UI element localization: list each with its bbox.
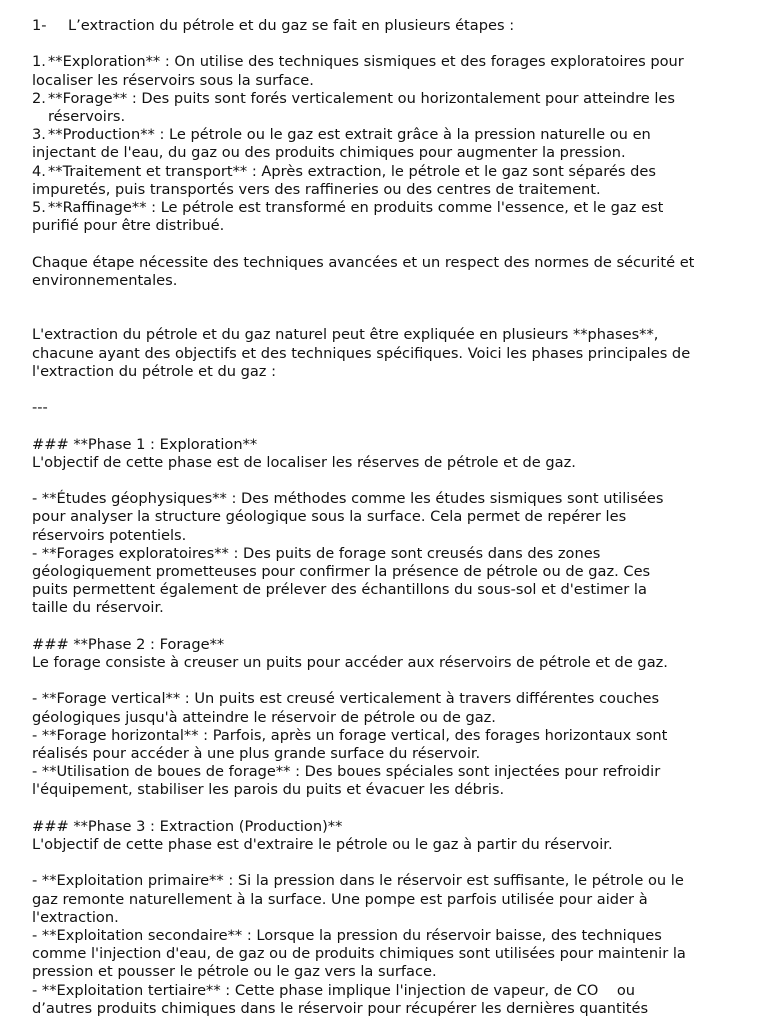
separator: --- bbox=[32, 399, 48, 417]
step-continuation: impuretés, puis transportés vers des raffineries ou des centres de traitement. bbox=[32, 180, 601, 198]
title-number: 1- bbox=[32, 17, 47, 34]
phase-2-heading: ### **Phase 2 : Forage** bbox=[32, 635, 225, 653]
step-continuation: localiser les réservoirs sous la surface. bbox=[32, 71, 314, 89]
step-item: 1. **Exploration** : On utilise des techniques sismiques et des forages exploratoires pour bbox=[32, 53, 684, 71]
phase-2-section: ### **Phase 2 : Forage** Le forage consiste à creuser un puits pour accéder aux réservoirs de pétrole et de gaz. - **Forage vertical** : Un puits est creusé verticalement à travers différentes couches géologiques jusqu'à atteindre le réservoir de pétrole ou de gaz. - **Forage horizontal** : Parfois, après un forage vertical, des forages horizontaux sont réalisés pour accéder à une plus grande surface du réservoir. - **Utilisation de boues de forage** : Des boues spéciales sont injectées pour refroidir l'équipement, stabiliser les parois du puits et évacuer les débris. bbox=[32, 636, 736, 800]
document-title bbox=[32, 17, 736, 35]
phases-intro-paragraph: L'extraction du pétrole et du gaz naturel peut être expliquée en plusieurs **phases**, chacune ayant des objectifs et des techniques spécifiques. Voici les phases principales de l'extraction du pétrole et du gaz : bbox=[32, 326, 691, 380]
phase-1-intro: L'objectif de cette phase est de localiser les réserves de pétrole et de gaz. bbox=[32, 453, 576, 471]
phase-1-heading: ### **Phase 1 : Exploration** bbox=[32, 435, 258, 453]
steps-list bbox=[32, 53, 736, 235]
title-text: L’extraction du pétrole et du gaz se fait en plusieurs étapes : bbox=[68, 17, 515, 34]
phase-1-section: ### **Phase 1 : Exploration** L'objectif de cette phase est de localiser les réserves de pétrole et de gaz. - **Études géophysiques** : Des méthodes comme les études sismiques sont utilisées pour analyser la structure géologique sous la surface. Cela permet de repérer les réservoirs potentiels. - **Forages exploratoires** : Des puits de forage sont creusés dans des zones géologiquement prometteuses pour confirmer la présence de pétrole ou de gaz. Ces puits permettent également de prélever des échantillons du sous-sol et d'estimer la taille du réservoir. bbox=[32, 436, 736, 618]
step-continuation: injectant de l'eau, du gaz ou des produits chimiques pour augmenter la pression. bbox=[32, 144, 626, 162]
step-item: 2. **Forage** : Des puits sont forés verticalement ou horizontalement pour atteindre les bbox=[32, 89, 676, 107]
step-continuation: réservoirs. bbox=[48, 108, 126, 125]
phase-3-intro: L'objectif de cette phase est d'extraire le pétrole ou le gaz à partir du réservoir. bbox=[32, 836, 613, 853]
summary-paragraph: Chaque étape nécessite des techniques avancées et un respect des normes de sécurité et environnementales. bbox=[32, 253, 695, 289]
phase-2-intro: Le forage consiste à creuser un puits pour accéder aux réservoirs de pétrole et de gaz. bbox=[32, 654, 668, 671]
step-continuation: purifié pour être distribué. bbox=[32, 217, 225, 235]
phase-3-section: ### **Phase 3 : Extraction (Production)** L'objectif de cette phase est d'extraire le pétrole ou le gaz à partir du réservoir. - **Exploitation primaire** : Si la pression dans le réservoir est suffisante, le pétrole ou le gaz remonte naturellement à la surface. Une pompe est parfois utilisée pour aider à l'extraction. - **Exploitation secondaire** : Lorsque la pression du réservoir baisse, des techniques comme l'injection d'eau, de gaz ou de produits chimiques sont utilisées pour maintenir la pression et pousser le pétrole ou le gaz vers la surface. - **Exploitation tertiaire** : Cette phase implique l'injection de vapeur, de CO ou d’autres produits chimiques dans le réservoir pour récupérer les dernières quantités bbox=[32, 818, 736, 1018]
step-item: 5. **Raffinage** : Le pétrole est transformé en produits comme l'essence, et le gaz est bbox=[32, 199, 664, 217]
step-item: 3. **Production** : Le pétrole ou le gaz est extrait grâce à la pression naturelle ou en bbox=[32, 126, 651, 144]
phase-3-heading: ### **Phase 3 : Extraction (Production)** bbox=[32, 817, 343, 835]
step-item: 4. **Traitement et transport** : Après extraction, le pétrole et le gaz sont séparés des bbox=[32, 162, 656, 180]
